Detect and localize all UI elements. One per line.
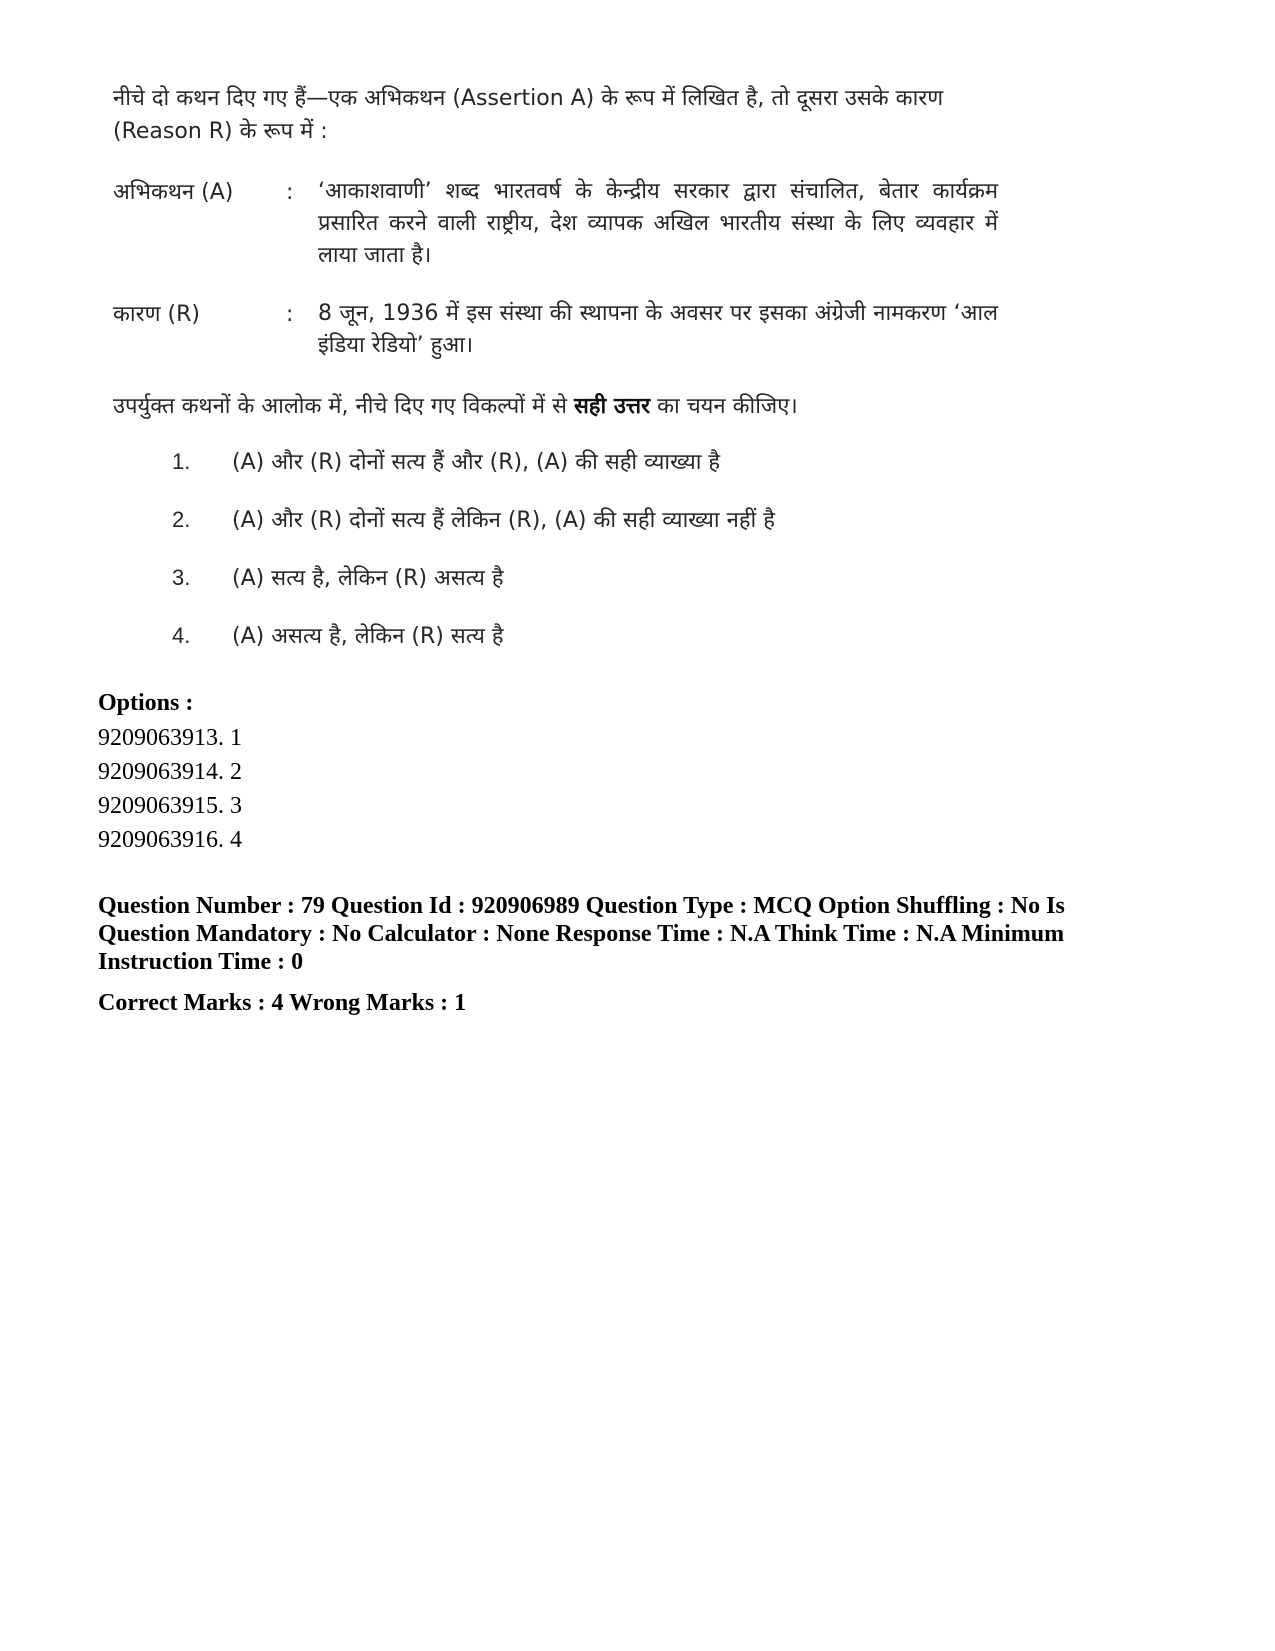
choice-4: [172, 619, 992, 653]
option-item: 9209063913. 1: [98, 725, 242, 751]
options-title: Options :: [98, 690, 194, 716]
choice-number: 1.: [172, 449, 191, 474]
meta-line-2: Question Mandatory : No Calculator : None Response Time : N.A Think Time : N.A Minimum: [98, 921, 1065, 947]
question-instruction: [113, 390, 1013, 423]
reason-text: 8 जून, 1936 में इस संस्था की स्थापना के अवसर पर इसका अंग्रेजी नामकरण ‘आल इंडिया रेडियो’ हुआ।: [318, 301, 998, 358]
instruction-text-before: उपर्युक्त कथनों के आलोक में, नीचे दिए गए विकल्पों में से: [113, 394, 574, 419]
reason-label: कारण (R): [113, 302, 200, 327]
choice-3: [172, 561, 992, 595]
choice-number: 3.: [172, 565, 191, 590]
question-meta: [98, 892, 1098, 976]
choice-text: (A) और (R) दोनों सत्य हैं लेकिन (R), (A) की सही व्याख्या नहीं है: [232, 508, 775, 533]
marks-line: Correct Marks : 4 Wrong Marks : 1: [98, 990, 467, 1016]
meta-line-3: Instruction Time : 0: [98, 949, 304, 975]
choice-number: 2.: [172, 507, 191, 532]
question-intro: नीचे दो कथन दिए गए हैं—एक अभिकथन (Assertion A) के रूप में लिखित है, तो दूसरा उसके कारण (Reason R) के रूप में :: [113, 86, 944, 144]
instruction-text-after: का चयन कीजिए।: [650, 394, 798, 419]
choice-1: [172, 445, 992, 479]
assertion-colon: :: [286, 180, 294, 205]
choice-text: (A) सत्य है, लेकिन (R) असत्य है: [232, 566, 504, 591]
assertion-label: अभिकथन (A): [113, 180, 234, 205]
assertion-text: ‘आकाशवाणी’ शब्द भारतवर्ष के केन्द्रीय सरकार द्वारा संचालित, बेतार कार्यक्रम प्रसारित करने वाली राष्ट्रीय, देश व्यापक अखिल भारतीय संस्था के लिए व्यवहार में लाया जाता है।: [318, 179, 998, 268]
meta-line-1: Question Number : 79 Question Id : 920906989 Question Type : MCQ Option Shuffling : No Is: [98, 893, 1065, 919]
option-item: 9209063916. 4: [98, 827, 242, 853]
option-item: 9209063915. 3: [98, 793, 242, 819]
instruction-bold: सही उत्तर: [573, 394, 651, 419]
choice-text: (A) असत्य है, लेकिन (R) सत्य है: [232, 624, 504, 649]
choice-2: [172, 503, 992, 537]
option-item: 9209063914. 2: [98, 759, 242, 785]
reason-colon: :: [286, 302, 294, 327]
choice-number: 4.: [172, 623, 191, 648]
choice-text: (A) और (R) दोनों सत्य हैं और (R), (A) की सही व्याख्या है: [232, 450, 721, 475]
